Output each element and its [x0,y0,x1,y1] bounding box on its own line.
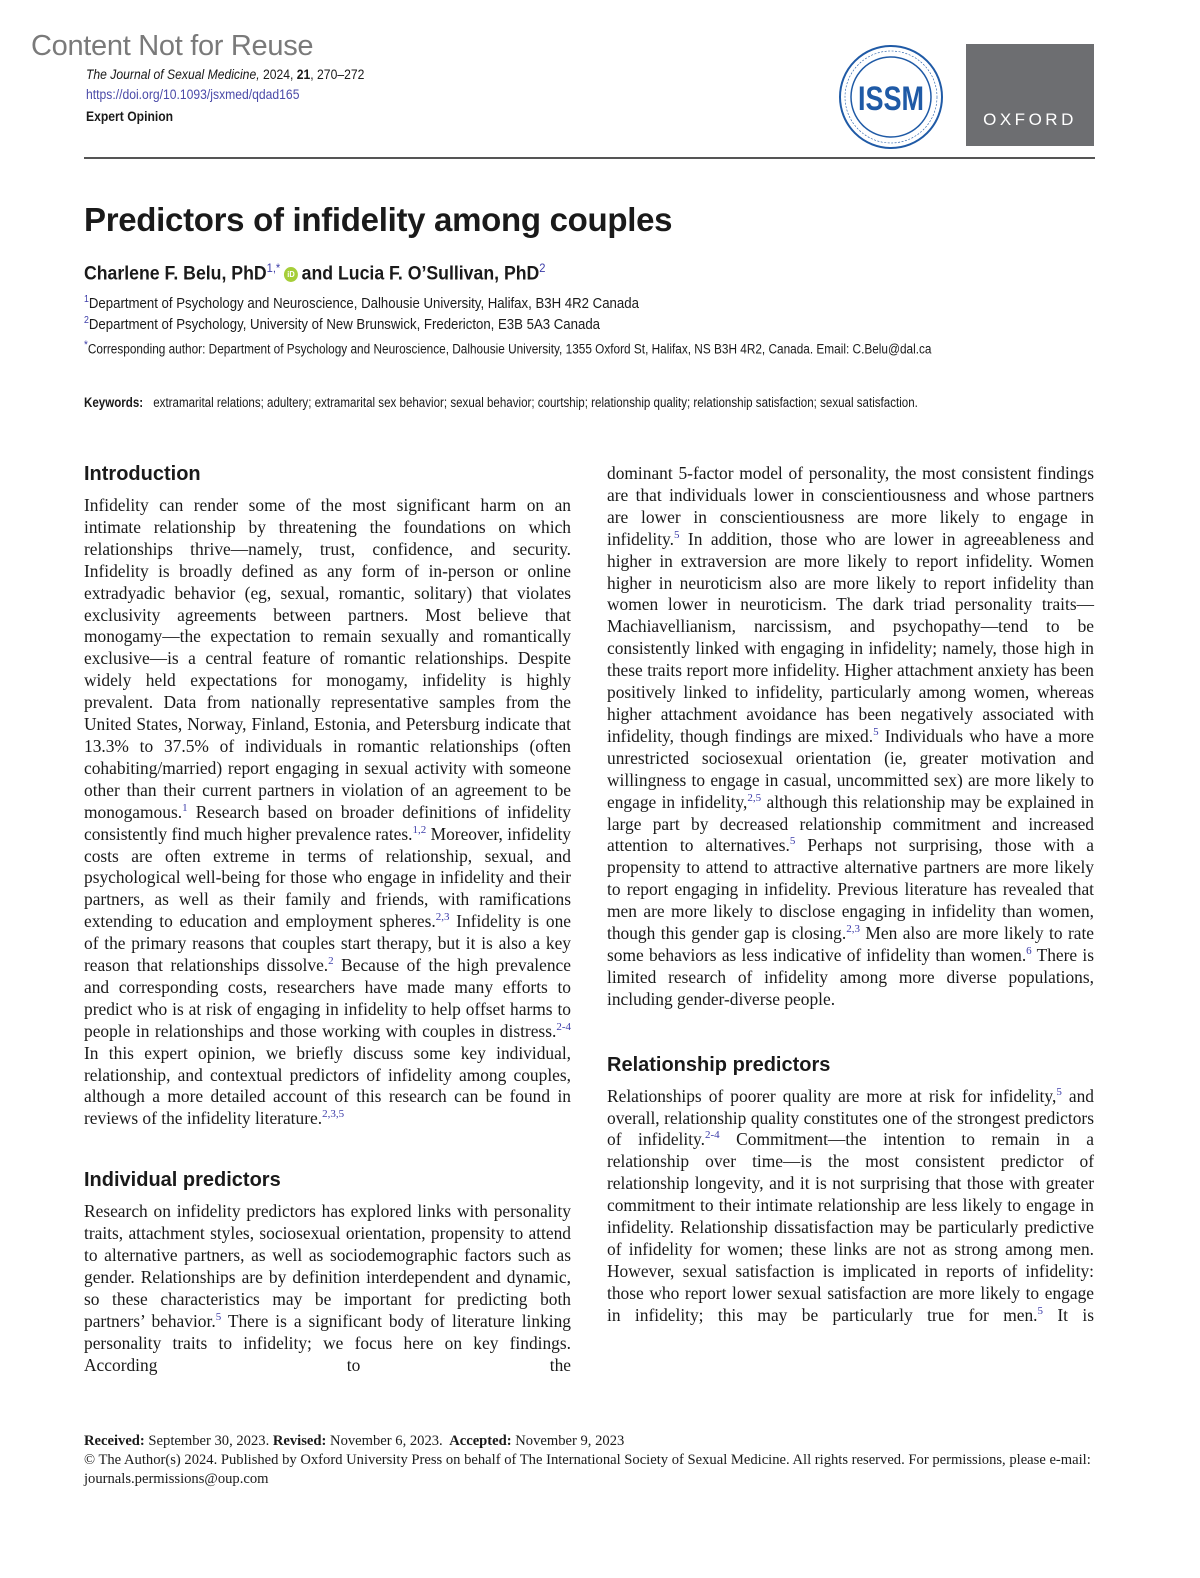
relationship-predictors-paragraph [607,1086,1094,1327]
journal-name: The Journal of Sexual Medicine, [86,67,260,82]
citation-ref[interactable]: 5 [673,528,680,541]
citation-ref[interactable]: 5 [873,726,879,739]
affiliation [84,312,600,334]
author-list [84,256,546,286]
watermark-content-not-for-reuse: Content Not for Reuse [31,30,314,62]
body-text: and overall, relationship quality constitutes one of the strongest predictors of infidelity. [607,1085,1094,1150]
body-text: Because of the high prevalence and corresponding costs, researchers have made many efforts to predict who is at risk of engaging in infidelity to help offset harms to people in relationships and those working with couples in distress. [84,955,571,1041]
copyright-notice: © The Author(s) 2024. Published by Oxford University Press on behalf of The International Society of Sexual Medicine. All rights reserved. For permissions, please e-mail: journals.permissions@oup.com [84,1452,1091,1487]
introduction-paragraph [84,495,571,1130]
citation-ref[interactable]: 5 [1056,1085,1062,1098]
affiliation-text: Department of Psychology and Neuroscience, Dalhousie University, Halifax, B3H 4R2 Canada [88,295,639,312]
author-affiliation-ref[interactable]: 1,* [266,261,281,275]
revised-date: November 6, 2023. [326,1433,443,1449]
author-name: Charlene F. Belu, PhD [84,263,267,285]
right-column [607,463,1094,1327]
corresponding-text: Corresponding author: Department of Psychology and Neuroscience, Dalhousie University, 1355 Oxford St, Halifax, NS B3H 4R2, Canada. Email: C.Belu@dal.ca [87,341,932,357]
accepted-label: Accepted: [442,1433,512,1449]
body-text: Individuals who have a more unrestricted sociosexual orientation (ie, greater motivation and willingness to engage in casual, uncommitted sex) are more likely to engage in infidelity, [607,725,1094,812]
received-date: September 30, 2023. [144,1433,270,1449]
body-text: Perhaps not surprising, those with a propensity to attend to attractive alternative partners are more likely to report engaging in infidelity. Previous literature has revealed that men are more likely to disclose engaging in infidelity than women, though this gender gap is closing. [607,835,1095,944]
author-affiliation-ref[interactable]: 2 [539,261,546,275]
keywords-list: extramarital relations; adultery; extramarital sex behavior; sexual behavior; courtship; relationship quality; relationship satisfaction; sexual satisfaction. [153,395,918,410]
body-text: although this relationship may be explained in large part by decreased relationship commitment and increased attention to alternatives. [607,791,1095,856]
issm-logo [838,44,944,150]
section-heading-introduction: Introduction [84,463,201,485]
keywords-label: Keywords: [84,395,144,410]
orcid-icon[interactable]: iD [284,267,298,282]
journal-volume: 21 [296,67,311,82]
citation-ref[interactable]: 2,3 [435,911,450,924]
citation-ref[interactable]: 5 [1037,1304,1043,1317]
header-divider [84,157,1095,159]
corresponding-marker: * [84,339,88,351]
left-column [84,462,571,1377]
affiliation [84,291,639,313]
body-text: Relationships of poorer quality are more at risk for infidelity, [607,1085,1057,1106]
body-text: There is limited research of infidelity among more diverse populations, including gender-diverse people. [607,944,1094,1009]
body-text: It is [1042,1304,1094,1325]
citation-ref[interactable]: 5 [215,1311,222,1324]
received-label: Received: [84,1433,145,1449]
citation-ref[interactable]: 6 [1026,945,1032,958]
oxford-logo: OXFORD [966,44,1094,146]
body-text: Moreover, infidelity costs are often extreme in terms of relationship, sexual, and psychological well-being for those who engage in infidelity and their partners, as well as their family and friends, with ramifications extending to education and employment spheres. [84,823,571,932]
body-text: Men also are more likely to rate some behaviors as less indicative of infidelity than women. [607,923,1095,965]
individual-predictors-paragraph-continued [607,463,1094,1011]
affiliation-number: 2 [84,315,89,326]
journal-pages: , 270–272 [310,67,365,82]
journal-year: 2024, [262,67,294,82]
keywords [84,394,1095,412]
individual-predictors-paragraph [84,1201,571,1376]
citation-ref[interactable]: 2,5 [747,791,762,804]
body-text: There is a significant body of literature linking personality traits to infidelity; we focus here on key findings. According to the [84,1310,571,1375]
section-heading-relationship-predictors: Relationship predictors [607,1053,831,1076]
body-text: Commitment—the intention to remain in a relationship over time—is the most consistent predictor of relationship longevity, and it is not surprising that those with greater commitment to their intimate relationship are less likely to engage in infidelity. Relationship dissatisfaction may be particularly predictive of infidelity for women; these links are not as strong among men. However, sexual satisfaction is implicated in reports of infidelity: those who report lower sexual satisfaction are more likely to engage in infidelity; this may be particularly true for men. [607,1129,1094,1325]
section-heading-individual-predictors: Individual predictors [84,1169,281,1192]
article-dates [84,1432,1095,1451]
citation-ref[interactable]: 2-4 [556,1020,571,1033]
svg-text:ISSM: ISSM [858,80,924,118]
article-footer [84,1432,1095,1489]
citation-ref[interactable]: 2 [328,955,334,968]
author-name: and Lucia F. O’Sullivan, PhD [301,263,540,285]
body-text: Research based on broader definitions of infidelity consistently find much higher prevalence rates. [84,801,571,844]
corresponding-author [84,337,932,358]
article-type: Expert Opinion [86,109,174,124]
affiliation-number: 1 [84,294,89,305]
body-text: Infidelity can render some of the most significant harm on an intimate relationship by threatening the foundations on which relationships thrive—namely, trust, confidence, and security. Infidelity is broadly defined as any form of in-person or online extradyadic behavior (eg, sexual, romantic, solitary) that violates exclusivity agreements between partners. Most believe that monogamy—the expectation to remain sexually and romantically exclusive—is a central feature of romantic relationships. Despite widely held expectations for monogamy, infidelity is highly prevalent. Data from nationally representative samples from the United States, Norway, Finland, Estonia, and Petersburg indicate that 13.3% to 37.5% of individuals in romantic relationships (often cohabiting/married) report engaging in sexual activity with someone other than their current partners in violation of an agreement to be monogamous. [84,495,571,822]
citation-ref[interactable]: 2,3 [846,923,860,936]
citation-ref[interactable]: 1,2 [412,823,427,836]
body-text: dominant 5-factor model of personality, the most consistent findings are that individuals lower in conscientiousness and whose partners are lower in conscientiousness are more likely to engage in infidelity. [607,463,1094,549]
accepted-date: November 9, 2023 [511,1433,625,1449]
body-text: In this expert opinion, we briefly discuss some key individual, relationship, and contextual predictors of infidelity among couples, although a more detailed account of this research can be found in reviews of the infidelity literature. [84,1042,571,1129]
journal-citation [86,66,364,83]
affiliation-text: Department of Psychology, University of New Brunswick, Fredericton, E3B 5A3 Canada [88,316,601,333]
article-title: Predictors of infidelity among couples [84,201,673,238]
revised-label: Revised: [269,1433,327,1449]
body-text: Infidelity is one of the primary reasons that couples start therapy, but it is also a key reason that relationships dissolve. [84,911,571,976]
citation-ref[interactable]: 1 [182,801,188,814]
body-text: In addition, those who are lower in agreeableness and higher in extraversion are more likely to report infidelity. Women higher in neuroticism also are more likely to report infidelity than women lower in neuroticism. The dark triad personality traits—Machiavellianism, narcissism, and psychopathy—tend to be consistently linked with engaging in infidelity; namely, those high in these traits report more infidelity. Higher attachment anxiety has been positively linked to infidelity, particularly among women, whereas higher attachment avoidance has been negatively associated with infidelity, though findings are mixed. [607,528,1094,746]
body-text: Research on infidelity predictors has explored links with personality traits, attachment styles, sociosexual orientation, propensity to attend to alternative partners, as well as sociodemographic factors such as gender. Relationships are by definition interdependent and dynamic, so these characteristics may be important for predicting both partners’ behavior. [84,1201,571,1331]
citation-ref[interactable]: 5 [789,835,796,848]
citation-ref[interactable]: 2,3,5 [322,1108,345,1121]
doi-link[interactable]: https://doi.org/10.1093/jsxmed/qdad165 [86,87,300,102]
citation-ref[interactable]: 2-4 [704,1129,720,1142]
